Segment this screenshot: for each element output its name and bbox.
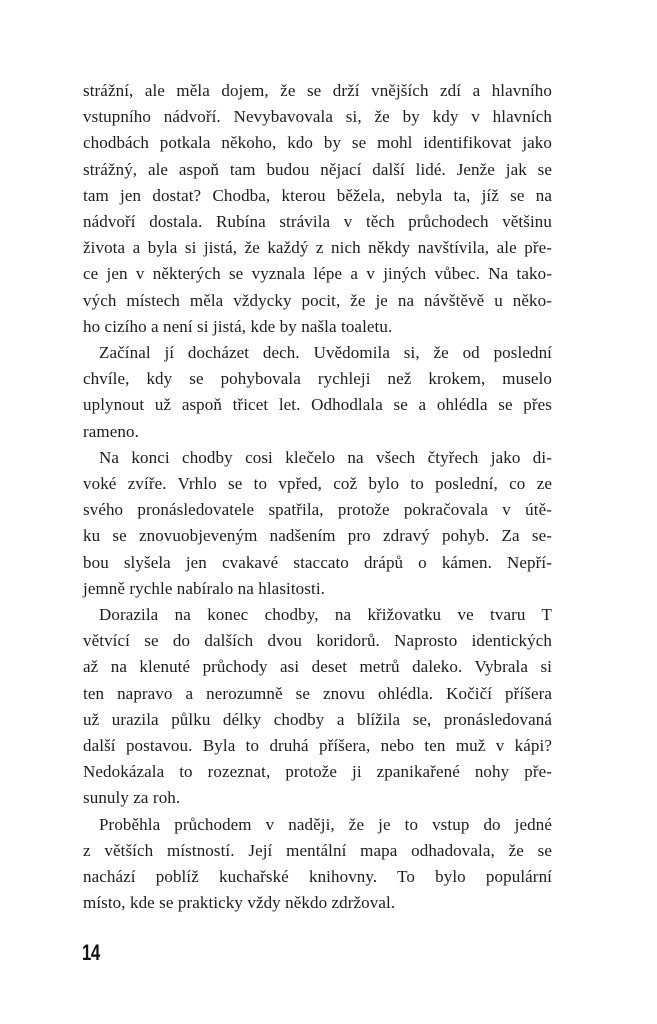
page-number: 14	[82, 940, 100, 965]
text-line: sunuly za roh.	[83, 788, 181, 808]
text-line: místo, kde se prakticky vždy někdo zdržoval.	[83, 893, 396, 913]
text-line: strážný, ale aspoň tam budou nějací další lidé. Jenže jak se	[83, 159, 552, 179]
text-line: Na konci chodby cosi klečelo na všech čtyřech jako di-	[99, 447, 552, 467]
text-line: rameno.	[83, 421, 139, 441]
text-line: další postavou. Byla to druhá příšera, nebo ten muž v kápi?	[83, 736, 552, 756]
text-line: svého pronásledovatele spatřila, protože pokračovala v útě-	[83, 500, 552, 520]
text-line: života a byla si jistá, že každý z nich někdy navštívila, ale pře-	[83, 238, 552, 258]
text-line: uplynout už aspoň třicet let. Odhodlala se a ohlédla se přes	[83, 395, 552, 415]
text-line: strážní, ale měla dojem, že se drží vnějších zdí a hlavního	[83, 81, 552, 100]
text-line: větvící se do dalších dvou koridorů. Naprosto identických	[83, 631, 552, 651]
text-line: Proběhla průchodem v naději, že je to vstup do jedné	[99, 814, 552, 834]
text-line: ho cizího a není si jistá, kde by našla toaletu.	[83, 316, 393, 336]
paragraph	[83, 340, 552, 445]
text-line: bou slyšela jen cvakavé staccato drápů o kámen. Nepří-	[83, 552, 552, 572]
text-line: Nedokázala to rozeznat, protože ji zpanikařené nohy pře-	[83, 762, 552, 782]
text-line: ce jen v některých se vyznala lépe a v jiných vůbec. Na tako-	[83, 264, 552, 284]
text-line: až na klenuté průchody asi deset metrů daleko. Vybrala si	[83, 657, 552, 677]
page-text	[83, 78, 552, 917]
paragraph	[83, 78, 552, 340]
text-line: vých místech měla vždycky pocit, že je na návštěvě u něko-	[83, 290, 552, 310]
text-line: ten napravo a nerozumně se znovu ohlédla. Kočičí příšera	[83, 683, 552, 703]
paragraph	[83, 445, 552, 602]
text-line: chodbách potkala někoho, kdo by se mohl identifikovat jako	[83, 133, 552, 153]
paragraph	[83, 812, 552, 917]
text-line: ku se znovuobjeveným nadšením pro zdravý pohyb. Za se-	[83, 526, 552, 546]
text-line: vstupního nádvoří. Nevybavovala si, že by kdy v hlavních	[83, 107, 552, 127]
paragraph	[83, 602, 552, 812]
text-line: Dorazila na konec chodby, na křižovatku ve tvaru T	[99, 605, 552, 625]
text-line: Začínal jí docházet dech. Uvědomila si, že od poslední	[99, 343, 552, 363]
text-line: tam jen dostat? Chodba, kterou běžela, nebyla ta, jíž se na	[83, 185, 552, 205]
text-line: voké zvíře. Vrhlo se to vpřed, což bylo to poslední, co ze	[83, 474, 552, 494]
text-line: už urazila půlku délky chodby a blížila se, pronásledovaná	[83, 709, 552, 729]
text-line: chvíle, kdy se pohybovala rychleji než krokem, muselo	[83, 369, 552, 389]
text-line: z větších místností. Její mentální mapa odhadovala, že se	[83, 840, 552, 860]
text-line: nachází poblíž kuchařské knihovny. To bylo populární	[83, 867, 552, 887]
text-line: jemně rychle nabíralo na hlasitosti.	[83, 578, 325, 598]
text-line: nádvoří dostala. Rubína strávila v těch průchodech většinu	[83, 212, 552, 232]
